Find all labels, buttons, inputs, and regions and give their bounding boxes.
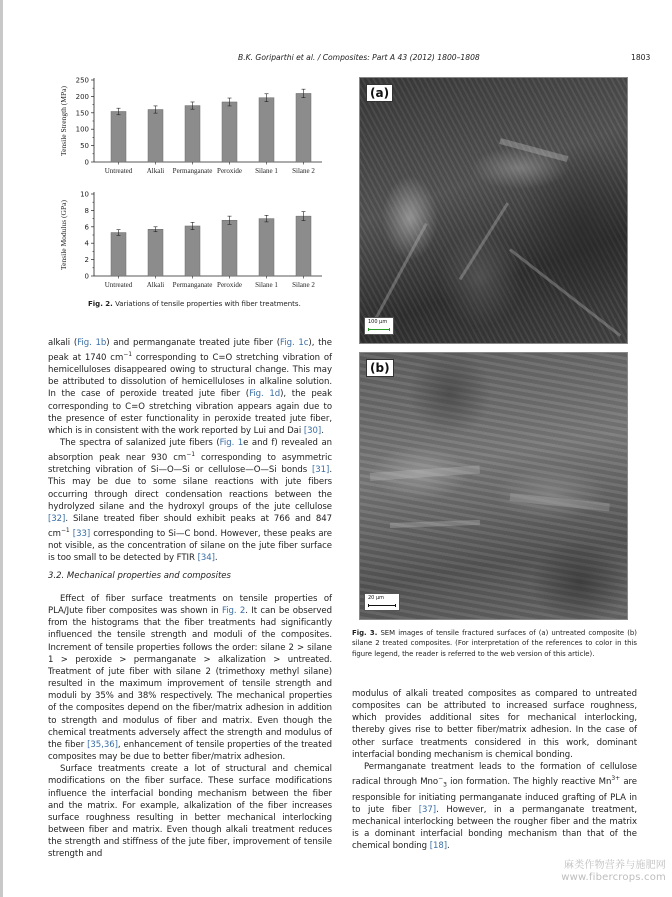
citation-link[interactable]: [18] xyxy=(429,841,448,852)
fiber-streak xyxy=(510,493,610,511)
paragraph: Permanganate treatment leads to the formation of cellulose radical through Mno−$_3$ ion formation. The highly reactive $Mn^{3+}$ are responsible for initiating permanganate induced grafting of PLA in to jute fiber [37]. However, in a permanganate treatment, mechanical interlocking between the rougher fiber and the matrix is a dominant interfacial bonding mechanism than that of the chemical bonding [18]. xyxy=(352,761,637,852)
tensile-strength-bar-chart xyxy=(56,72,326,184)
page-number: 1803 xyxy=(631,53,651,62)
figure-2-label: Fig. 2. xyxy=(88,300,113,308)
svg-text:Untreated: Untreated xyxy=(104,281,133,289)
scale-bar-label: 100 µm xyxy=(368,319,388,325)
sem-image-b xyxy=(359,352,628,620)
figure-3-caption xyxy=(352,628,637,659)
svg-text:Permanganate: Permanganate xyxy=(172,167,213,175)
paragraph: The spectra of salanized jute fibers (Fig. 1e and f) revealed an absorption peak near 930 $cm^{-1}$ corresponding to asymmetric stretching vibration of Si—O—Si or cellulose—O—Si bonds [31]. This may be due to some silane reactions with jute fibers occurring through direct condensation reactions between the hydrolyzed silane and the hydroxyl groups of the jute cellulose [32]. Silane treated fiber should exhibit peaks at 766 and 847 $cm^{-1}$ [33] corresponding to Si—C bond. However, these peaks are not visible, as the concentration of silane on the jute fiber surface is too small to be detected by FTIR [34]. xyxy=(48,438,333,564)
citation-link[interactable]: Fig. 2 xyxy=(221,606,246,617)
citation-link[interactable]: [35,36] xyxy=(87,739,118,750)
svg-text:Alkali: Alkali xyxy=(146,281,165,289)
svg-text:Peroxide: Peroxide xyxy=(217,281,242,289)
page-left-edge xyxy=(0,0,3,897)
citation-link[interactable]: [37] xyxy=(418,804,437,815)
watermark-chinese: 麻类作物营养与施肥网 xyxy=(564,860,666,871)
paragraph: Surface treatments create a lot of structural and chemical modifications on the fiber surface. These surface modifications influence the interfacial bonding mechanism between the fiber and the matrix. For example, alkalization of the fiber increases surface roughness resulting in better mechanical interlocking between fiber and matrix. Even though alkali treatment reduces the strength and stiffness of the jute fiber, improvement of tensile strength and xyxy=(48,764,332,860)
paragraph: modulus of alkali treated composites as compared to untreated composites can be attributed to increased surface roughness, which provides additional sites for mechanical interlocking, thereby gives rise to better fiber/matrix adhesion. In the case of other surface treatments considered in this work, dominant interfacial bonding mechanism is chemical bonding. xyxy=(352,689,637,760)
sem-image-a xyxy=(359,77,628,344)
citation-link[interactable]: [34] xyxy=(197,553,215,564)
svg-text:200: 200 xyxy=(75,92,89,101)
watermark xyxy=(546,860,666,884)
svg-text:Untreated: Untreated xyxy=(104,167,133,175)
citation-link[interactable]: [32] xyxy=(48,513,66,524)
left-column-upper xyxy=(48,337,332,564)
chart-tensile-modulus xyxy=(56,186,326,298)
scale-bar-label: 20 µm xyxy=(368,595,385,601)
figure-3-label: Fig. 3. xyxy=(352,629,378,637)
citation-link[interactable]: [31] xyxy=(311,465,330,476)
svg-text:Tensile Strength (MPa): Tensile Strength (MPa) xyxy=(59,86,68,156)
right-column xyxy=(352,688,637,853)
citation-link[interactable]: [30] xyxy=(303,425,322,436)
scale-bar-a xyxy=(364,317,394,335)
fiber-streak xyxy=(370,465,480,481)
figure-2-caption xyxy=(88,300,301,308)
fiber-streak xyxy=(499,138,568,162)
running-head: B.K. Goriparthi et al. / Composites: Part A 43 (2012) 1800–1808 xyxy=(238,53,480,62)
svg-text:8: 8 xyxy=(84,206,89,215)
scale-bar-line xyxy=(368,328,390,331)
scale-bar-b xyxy=(364,593,400,611)
figure-3-caption-text: SEM images of tensile fractured surfaces of (a) untreated composite (b) silane 2 treated composites. (For interpretation of the references to color in this figure legend, the reader is referred to the web version of this article). xyxy=(352,629,637,658)
panel-label-a: (a) xyxy=(366,84,393,102)
citation-link[interactable]: Fig. 1c xyxy=(280,338,309,348)
svg-text:10: 10 xyxy=(80,190,89,199)
panel-label-b: (b) xyxy=(366,359,394,377)
svg-text:Silane 2: Silane 2 xyxy=(292,281,315,289)
svg-text:Alkali: Alkali xyxy=(146,167,165,175)
fiber-streak xyxy=(369,223,428,330)
fiber-streak xyxy=(509,248,621,337)
svg-text:Silane 1: Silane 1 xyxy=(255,281,278,289)
citation-link[interactable]: Fig. 1b xyxy=(77,338,107,348)
fiber-streak xyxy=(459,202,509,280)
citation-link[interactable]: Fig. 1 xyxy=(219,438,244,449)
svg-text:Silane 1: Silane 1 xyxy=(255,167,278,175)
paragraph: Effect of fiber surface treatments on tensile properties of PLA/Jute fiber composites was shown in Fig. 2. It can be observed from the histograms that the fiber treatments had significantly influenced the tensile strength and moduli of the composites. Increment of tensile properties follows the order: silane 2 > silane 1 > peroxide > permanganate > alkalization > untreated. Treatment of jute fiber with silane 2 (trimethoxy methyl silane) resulted in the maximum improvement of tensile strength and moduli by 35% and 38% respectively. The mechanical properties of the composites depend on the fiber/matrix adhesion in addition to strength and modulus of fiber and matrix. Even though the chemical treatments adversely affect the strength and modulus of the fiber [35,36], enhancement of tensile properties of the treated composites may be due to better fiber/matrix adhesion. xyxy=(48,594,332,763)
svg-text:0: 0 xyxy=(84,158,89,167)
figure-2-caption-text: Variations of tensile properties with fiber treatments. xyxy=(115,300,301,308)
scale-bar-line xyxy=(368,604,396,607)
watermark-url: www.fibercrops.com xyxy=(561,872,666,883)
fiber-streak xyxy=(390,520,480,528)
svg-text:6: 6 xyxy=(84,223,89,232)
svg-text:2: 2 xyxy=(84,256,89,265)
svg-text:Permanganate: Permanganate xyxy=(172,281,213,289)
svg-text:Tensile Modulus (GPa): Tensile Modulus (GPa) xyxy=(59,200,68,270)
left-column-lower xyxy=(48,593,332,860)
svg-text:Silane 2: Silane 2 xyxy=(292,167,315,175)
tensile-modulus-bar-chart xyxy=(56,186,326,298)
svg-text:100: 100 xyxy=(75,125,89,134)
svg-text:50: 50 xyxy=(80,142,89,151)
citation-link[interactable]: [33] xyxy=(72,528,91,539)
svg-text:250: 250 xyxy=(75,76,89,85)
svg-text:150: 150 xyxy=(75,109,89,118)
svg-text:Peroxide: Peroxide xyxy=(217,167,242,175)
svg-text:4: 4 xyxy=(84,239,89,248)
svg-text:0: 0 xyxy=(84,272,89,281)
section-heading: 3.2. Mechanical properties and composites xyxy=(48,571,231,581)
paragraph: alkali (Fig. 1b) and permanganate treated jute fiber (Fig. 1c), the peak at 1740 $cm^{-1}$ corresponding to C=O stretching vibration of hemicelluloses disappeared owing to structural change. This may be attributed to dissolution of hemicelluloses in alkaline solution. In the case of peroxide treated jute fiber (Fig. 1d), the peak corresponding to C=O stretching vibration appears again due to the presence of ester functionality in peroxide treated jute fiber, which is in consistent with the work reported by Lui and Dai [30]. xyxy=(48,338,332,436)
citation-link[interactable]: Fig. 1d xyxy=(249,389,281,400)
chart-tensile-strength xyxy=(56,72,326,184)
